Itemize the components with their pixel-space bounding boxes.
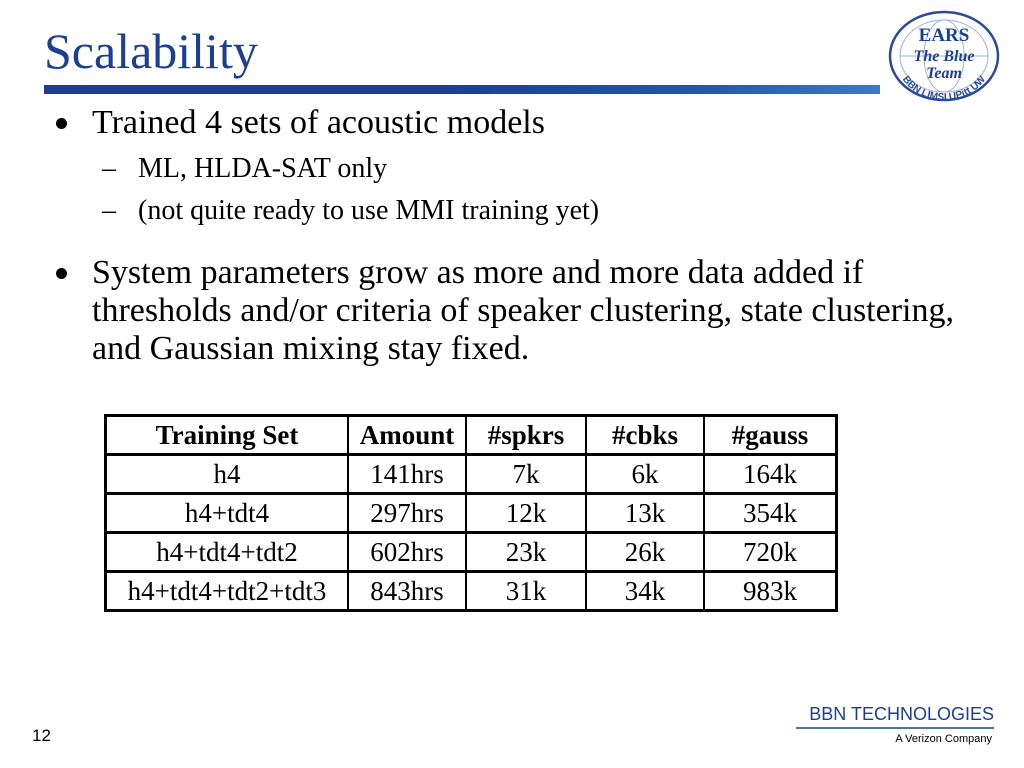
table-row [106, 572, 837, 611]
sub-bullet-text: (not quite ready to use MMI training yet) [138, 195, 600, 226]
table-header-cell: #cbks [586, 416, 704, 455]
table-row [106, 494, 837, 533]
table-cell: 13k [586, 494, 704, 533]
brand-tagline: A Verizon Company [895, 733, 992, 745]
training-set-table [104, 414, 838, 612]
table-header-cell: #gauss [704, 416, 837, 455]
table-cell: h4+tdt4+tdt2+tdt3 [106, 572, 349, 611]
dash-icon: – [102, 153, 116, 184]
page-number: 12 [32, 726, 51, 745]
table-header-cell: Training Set [106, 416, 349, 455]
sub-bullet-item [92, 148, 956, 190]
table-header-cell: #spkrs [466, 416, 586, 455]
brand-name: BBN TECHNOLOGIES [809, 704, 994, 724]
table-cell: h4+tdt4 [106, 494, 349, 533]
bullet-dot-icon [56, 118, 67, 129]
title-underline [44, 85, 880, 94]
table-cell: 983k [704, 572, 837, 611]
table-header-cell: Amount [348, 416, 466, 455]
sub-bullet-text: ML, HLDA-SAT only [138, 153, 388, 184]
table-row [106, 533, 837, 572]
bbn-technologies-logo [796, 700, 996, 748]
bullet-dot-icon [56, 268, 67, 279]
sub-bullet-list [92, 148, 956, 232]
table-cell: 354k [704, 494, 837, 533]
table-cell: 297hrs [348, 494, 466, 533]
table-cell: 31k [466, 572, 586, 611]
bullet-item [56, 254, 956, 368]
table-cell: 141hrs [348, 455, 466, 494]
table-cell: h4 [213, 458, 241, 489]
table-cell: h4+tdt4+tdt2 [106, 533, 349, 572]
slide-title: Scalability [44, 23, 258, 79]
bullet-text: Trained 4 sets of acoustic models [92, 104, 545, 141]
table-cell: 23k [466, 533, 586, 572]
table-cell: 6k [586, 455, 704, 494]
table-cell: 26k [586, 533, 704, 572]
table-header-row [106, 416, 837, 455]
logo-line-3: Team [926, 65, 962, 82]
table-cell: 7k [466, 455, 586, 494]
bullet-item [56, 104, 956, 232]
dash-icon: – [102, 195, 116, 226]
ears-blue-team-logo [884, 8, 1004, 106]
table-cell: 12k [466, 494, 586, 533]
table-cell: 164k [704, 455, 837, 494]
table-cell: 602hrs [348, 533, 466, 572]
table-cell: 34k [586, 572, 704, 611]
table-cell: 720k [704, 533, 837, 572]
logo-line-1: EARS [918, 25, 970, 46]
logo-ring-text: BBN LIMSI UPitt UW [899, 74, 989, 104]
table-row [106, 455, 837, 494]
sub-bullet-item [92, 190, 956, 232]
logo-line-2: The Blue [913, 48, 975, 65]
bullet-list [56, 104, 956, 368]
table-cell: 843hrs [348, 572, 466, 611]
bullet-text: System parameters grow as more and more data added if thresholds and/or criteria of speaker clustering, state clustering, and Gaussian mixing stay fixed. [92, 254, 954, 367]
training-set-table-wrapper [104, 414, 838, 612]
